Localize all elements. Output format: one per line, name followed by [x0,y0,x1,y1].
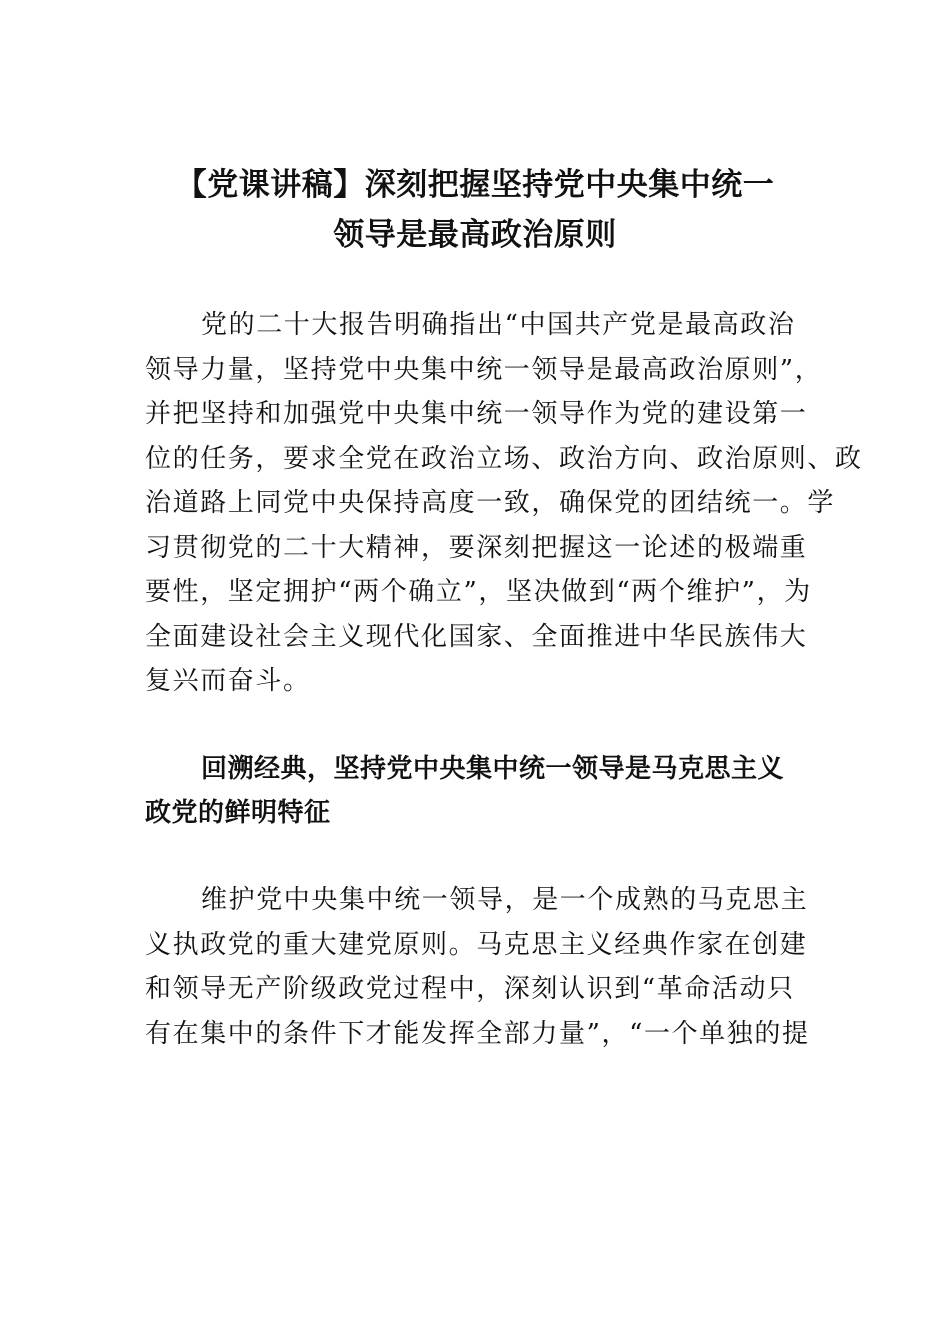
paragraph-1-line: 复兴而奋斗。 [145,666,311,696]
section-heading [145,747,825,835]
section-heading-line-2: 政党的鲜明特征 [145,798,331,828]
paragraph-2 [145,878,825,1056]
title-line-1: 【党课讲稿】深刻把握坚持党中央集中统一 [175,167,775,203]
paragraph-2-line: 义执政党的重大建党原则。马克思主义经典作家在创建 [145,929,808,960]
paragraph-2-line: 有在集中的条件下才能发挥全部力量”，“一个单独的提 [145,1018,810,1049]
title-line-2: 领导是最高政治原则 [333,217,617,253]
paragraph-2-line: 维护党中央集中统一领导，是一个成熟的马克思主 [201,885,809,915]
document-title [140,160,810,260]
paragraph-1 [145,303,863,704]
paragraph-1-line: 要性，坚定拥护“两个确立”，坚决做到“两个维护”，为 [145,577,812,607]
paragraph-1-line: 位的任务，要求全党在政治立场、政治方向、政治原则、政 [145,443,863,474]
paragraph-2-line: 和领导无产阶级政党过程中，深刻认识到“革命活动只 [145,974,795,1004]
paragraph-1-line: 并把坚持和加强党中央集中统一领导作为党的建设第一 [145,399,808,429]
paragraph-1-line: 全面建设社会主义现代化国家、全面推进中华民族伟大 [145,621,808,652]
paragraph-1-line: 习贯彻党的二十大精神，要深刻把握这一论述的极端重 [145,532,808,563]
paragraph-1-line: 领导力量，坚持党中央集中统一领导是最高政治原则”， [145,354,823,385]
paragraph-1-line: 治道路上同党中央保持高度一致，确保党的团结统一。学 [145,488,836,518]
paragraph-1-line: 党的二十大报告明确指出“中国共产党是最高政治 [201,310,796,340]
section-heading-line-1: 回溯经典，坚持党中央集中统一领导是马克思主义 [201,754,785,784]
